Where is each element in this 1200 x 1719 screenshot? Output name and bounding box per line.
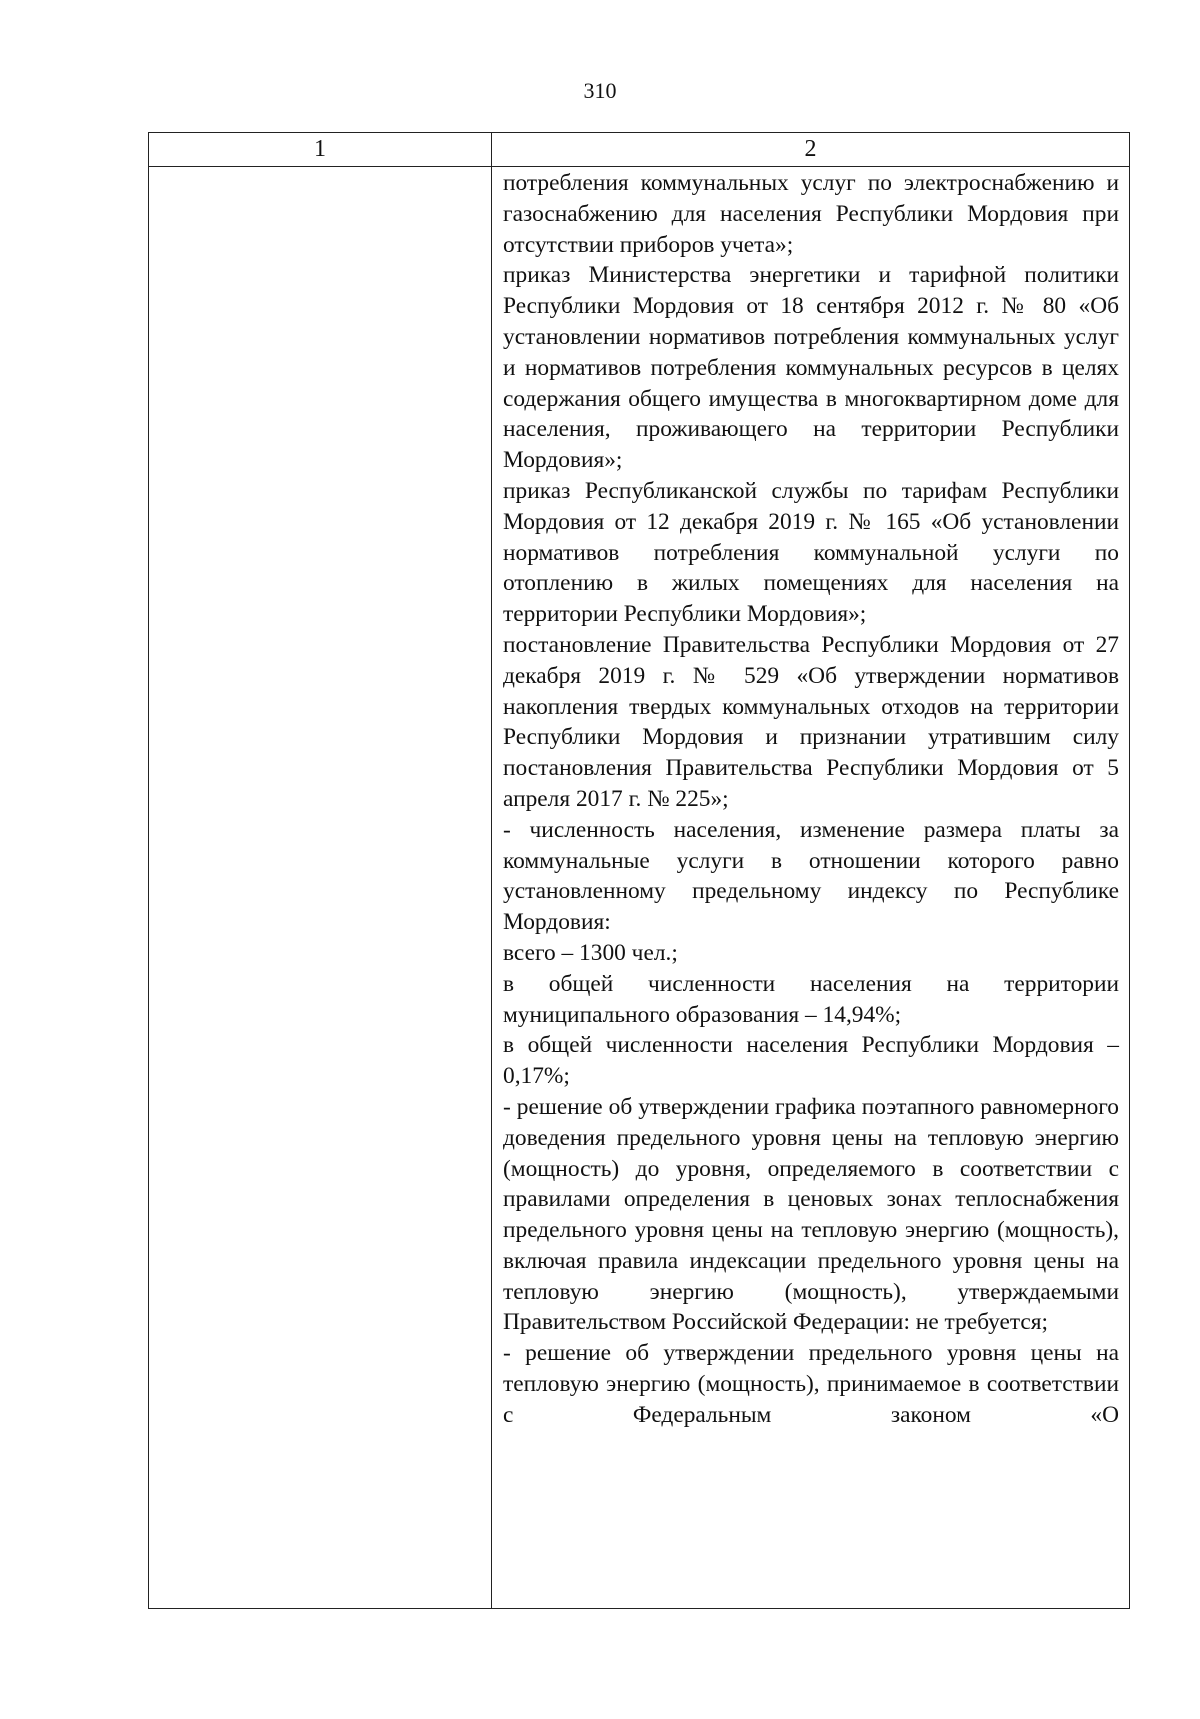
paragraph: всего – 1300 чел.; bbox=[503, 939, 678, 966]
page-number: 310 bbox=[583, 78, 617, 103]
paragraph: - решение об утверждении предельного уровня цены на тепловую энергию (мощность), принимаемое в соответствии с Федеральным законом «О bbox=[503, 1340, 1119, 1428]
paragraph: в общей численности населения Республики Мордовия – 0,17%; bbox=[503, 1032, 1119, 1090]
column-2-cell bbox=[492, 167, 1130, 1609]
paragraph: потребления коммунальных услуг по электроснабжению и газоснабжению для населения Республики Мордовия при отсутствии приборов учета»; bbox=[503, 170, 1119, 258]
paragraph: приказ Министерства энергетики и тарифной политики Республики Мордовия от 18 сентября 2012 г. № 80 «Об установлении нормативов потребления коммунальных услуг и нормативов потребления коммунальных ресурсов в целях содержания общего имущества в многоквартирном доме для населения, проживающего на территории Республики Мордовия»; bbox=[503, 262, 1119, 474]
paragraph: в общей численности населения на территории муниципального образования – 14,94%; bbox=[503, 970, 1119, 1028]
paragraph: - численность населения, изменение размера платы за коммунальные услуги в отношении которого равно установленному предельному индексу по Республике Мордовия: bbox=[503, 816, 1119, 936]
table-header-row bbox=[149, 133, 1130, 167]
paragraph: - решение об утверждении графика поэтапного равномерного доведения предельного уровня цены на тепловую энергию (мощность) до уровня, определяемого в соответствии с правилами определения в ценовых зонах теплоснабжения предельного уровня цены на тепловую энергию (мощность), включая правила индексации предельного уровня цены на тепловую энергию (мощность), утверждаемыми Правительством Российской Федерации: не требуется; bbox=[503, 1093, 1119, 1336]
column-header-1: 1 bbox=[149, 133, 492, 167]
column-header-2: 2 bbox=[492, 133, 1130, 167]
table-row bbox=[149, 167, 1130, 1609]
paragraph: приказ Республиканской службы по тарифам Республики Мордовия от 12 декабря 2019 г. № 165 «Об установлении нормативов потребления коммунальной услуги по отоплению в жилых помещениях для населения на территории Республики Мордовия»; bbox=[503, 477, 1119, 628]
paragraph: постановление Правительства Республики Мордовия от 27 декабря 2019 г. № 529 «Об утверждении нормативов накопления твердых коммунальных отходов на территории Республики Мордовия и признании утратившим силу постановления Правительства Республики Мордовия от 5 апреля 2017 г. № 225»; bbox=[503, 631, 1119, 812]
document-table bbox=[148, 132, 1130, 1609]
column-1-cell bbox=[149, 167, 492, 1609]
